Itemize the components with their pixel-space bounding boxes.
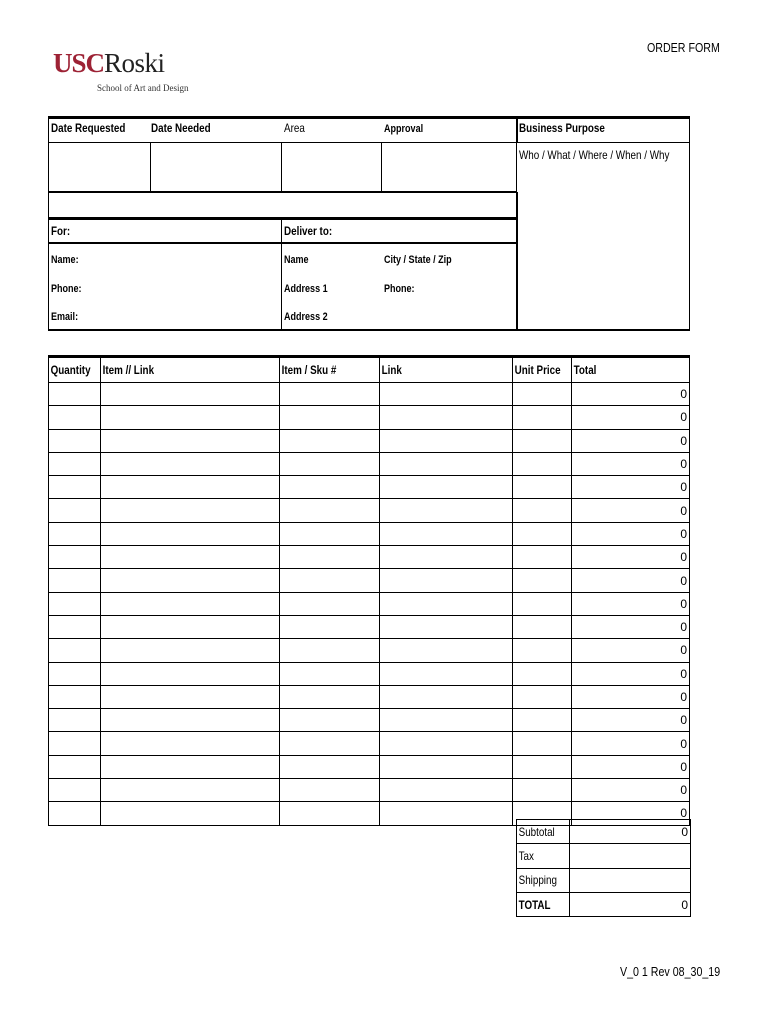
unit-price-cell[interactable] [513, 383, 572, 406]
row-total-cell: 0 [572, 802, 690, 825]
link-cell[interactable] [379, 499, 512, 522]
quantity-cell[interactable] [49, 406, 101, 429]
row-total-cell: 0 [572, 499, 690, 522]
unit-price-cell[interactable] [513, 755, 572, 778]
item-link-cell[interactable] [100, 732, 279, 755]
link-cell[interactable] [379, 569, 512, 592]
link-cell[interactable] [379, 406, 512, 429]
table-row [49, 732, 690, 755]
unit-price-cell[interactable] [513, 639, 572, 662]
item-sku-cell[interactable] [280, 779, 379, 802]
tax-label: Tax [518, 848, 534, 863]
date-needed-label: Date Needed [151, 121, 211, 135]
item-link-cell[interactable] [100, 569, 279, 592]
table-row [49, 755, 690, 778]
table-row [49, 429, 690, 452]
quantity-cell[interactable] [49, 452, 101, 475]
row-total-cell: 0 [572, 662, 690, 685]
item-link-cell[interactable] [100, 476, 279, 499]
table-row [49, 569, 690, 592]
unit-price-cell[interactable] [513, 546, 572, 569]
subtotal-row [517, 820, 691, 844]
shipping-value[interactable] [570, 868, 691, 892]
item-link-cell[interactable] [100, 685, 279, 708]
table-row [49, 522, 690, 545]
unit-price-cell[interactable] [513, 406, 572, 429]
for-name-label[interactable]: Name: [51, 254, 79, 266]
quantity-cell[interactable] [49, 639, 101, 662]
quantity-cell[interactable] [49, 476, 101, 499]
link-cell[interactable] [379, 755, 512, 778]
row-total-cell: 0 [572, 685, 690, 708]
quantity-cell[interactable] [49, 802, 101, 825]
table-row [49, 592, 690, 615]
deliver-address2-label[interactable]: Address 2 [284, 311, 328, 323]
link-cell[interactable] [379, 592, 512, 615]
total-row [517, 892, 691, 916]
total-value: 0 [570, 892, 691, 916]
quantity-cell[interactable] [49, 383, 101, 406]
link-cell[interactable] [379, 429, 512, 452]
link-cell[interactable] [379, 383, 512, 406]
item-sku-cell[interactable] [280, 639, 379, 662]
row-total-cell: 0 [572, 569, 690, 592]
item-sku-cell[interactable] [280, 685, 379, 708]
quantity-cell[interactable] [49, 522, 101, 545]
item-sku-cell[interactable] [280, 522, 379, 545]
row-total-cell: 0 [572, 452, 690, 475]
quantity-cell[interactable] [49, 569, 101, 592]
item-sku-cell[interactable] [280, 429, 379, 452]
link-cell[interactable] [379, 452, 512, 475]
for-email-label[interactable]: Email: [51, 311, 79, 323]
item-sku-cell[interactable] [280, 406, 379, 429]
unit-price-cell[interactable] [513, 732, 572, 755]
table-row [49, 452, 690, 475]
unit-price-cell[interactable] [513, 452, 572, 475]
link-cell[interactable] [379, 639, 512, 662]
quantity-cell[interactable] [49, 499, 101, 522]
quantity-cell[interactable] [49, 615, 101, 638]
approval-field[interactable] [381, 142, 517, 193]
col-total: Total [572, 357, 690, 383]
link-cell[interactable] [379, 802, 512, 825]
unit-price-cell[interactable] [513, 429, 572, 452]
item-link-cell[interactable] [100, 522, 279, 545]
usc-roski-logo [53, 48, 189, 93]
for-deliver-header [48, 217, 518, 244]
item-sku-cell[interactable] [280, 452, 379, 475]
item-sku-cell[interactable] [280, 476, 379, 499]
item-link-cell[interactable] [100, 383, 279, 406]
unit-price-cell[interactable] [513, 662, 572, 685]
table-row [49, 499, 690, 522]
item-link-cell[interactable] [100, 802, 279, 825]
item-sku-cell[interactable] [280, 569, 379, 592]
item-link-cell[interactable] [100, 779, 279, 802]
link-cell[interactable] [379, 709, 512, 732]
subtotal-label: Subtotal [518, 824, 555, 839]
table-row [49, 615, 690, 638]
row-total-cell: 0 [572, 755, 690, 778]
link-cell[interactable] [379, 779, 512, 802]
link-cell[interactable] [379, 685, 512, 708]
link-cell[interactable] [379, 732, 512, 755]
col-quantity: Quantity [49, 357, 101, 383]
row-total-cell: 0 [572, 732, 690, 755]
row-total-cell: 0 [572, 639, 690, 662]
deliver-phone-label[interactable]: Phone: [384, 283, 415, 295]
deliver-address1-label[interactable]: Address 1 [284, 283, 328, 295]
quantity-cell[interactable] [49, 779, 101, 802]
row-total-cell: 0 [572, 383, 690, 406]
table-row [49, 662, 690, 685]
link-cell[interactable] [379, 522, 512, 545]
row-total-cell: 0 [572, 429, 690, 452]
unit-price-cell[interactable] [513, 499, 572, 522]
quantity-cell[interactable] [49, 709, 101, 732]
item-sku-cell[interactable] [280, 615, 379, 638]
item-sku-cell[interactable] [280, 732, 379, 755]
item-sku-cell[interactable] [280, 383, 379, 406]
logo-roski: Roski [104, 48, 165, 78]
link-cell[interactable] [379, 615, 512, 638]
col-item-sku: Item / Sku # [280, 357, 379, 383]
link-cell[interactable] [379, 546, 512, 569]
shipping-row [517, 868, 691, 892]
quantity-cell[interactable] [49, 546, 101, 569]
items-table [48, 355, 690, 826]
col-item-link: Item // Link [100, 357, 279, 383]
row-total-cell: 0 [572, 615, 690, 638]
table-row [49, 406, 690, 429]
item-link-cell[interactable] [100, 546, 279, 569]
spacer-row [48, 192, 518, 218]
row-total-cell: 0 [572, 406, 690, 429]
item-link-cell[interactable] [100, 662, 279, 685]
item-link-cell[interactable] [100, 499, 279, 522]
item-link-cell[interactable] [100, 406, 279, 429]
item-link-cell[interactable] [100, 639, 279, 662]
link-cell[interactable] [379, 476, 512, 499]
date-requested-field[interactable] [48, 142, 151, 193]
business-purpose-label: Business Purpose [519, 121, 605, 135]
item-sku-cell[interactable] [280, 546, 379, 569]
version-label: V_0 1 Rev 08_30_19 [619, 964, 720, 979]
shipping-label: Shipping [518, 873, 557, 888]
quantity-cell[interactable] [49, 592, 101, 615]
quantity-cell[interactable] [49, 685, 101, 708]
tax-value[interactable] [570, 844, 691, 868]
subtotal-value: 0 [570, 820, 691, 844]
date-requested-label: Date Requested [51, 121, 126, 135]
date-needed-field[interactable] [150, 142, 282, 193]
row-total-cell: 0 [572, 546, 690, 569]
for-phone-label[interactable]: Phone: [51, 283, 82, 295]
row-total-cell: 0 [572, 709, 690, 732]
quantity-cell[interactable] [49, 662, 101, 685]
item-link-cell[interactable] [100, 429, 279, 452]
item-link-cell[interactable] [100, 452, 279, 475]
for-label: For: [51, 224, 71, 238]
unit-price-cell[interactable] [513, 522, 572, 545]
quantity-cell[interactable] [49, 732, 101, 755]
area-field[interactable] [281, 142, 382, 193]
quantity-cell[interactable] [49, 429, 101, 452]
link-cell[interactable] [379, 662, 512, 685]
item-link-cell[interactable] [100, 709, 279, 732]
area-label: Area [284, 121, 305, 135]
row-total-cell: 0 [572, 476, 690, 499]
item-link-cell[interactable] [100, 755, 279, 778]
row-total-cell: 0 [572, 779, 690, 802]
item-link-cell[interactable] [100, 592, 279, 615]
col-unit-price: Unit Price [513, 357, 572, 383]
total-label: TOTAL [518, 897, 551, 912]
item-sku-cell[interactable] [280, 499, 379, 522]
table-row [49, 779, 690, 802]
form-title: ORDER FORM [647, 40, 720, 55]
item-link-cell[interactable] [100, 615, 279, 638]
col-link: Link [379, 357, 512, 383]
unit-price-cell[interactable] [513, 709, 572, 732]
item-sku-cell[interactable] [280, 592, 379, 615]
unit-price-cell[interactable] [513, 476, 572, 499]
deliver-city-state-zip-label[interactable]: City / State / Zip [384, 254, 452, 266]
unit-price-cell[interactable] [513, 615, 572, 638]
table-row [49, 639, 690, 662]
item-sku-cell[interactable] [280, 802, 379, 825]
deliver-name-label[interactable]: Name [284, 254, 309, 266]
business-purpose-hint: Who / What / Where / When / Why [519, 148, 670, 162]
unit-price-cell[interactable] [513, 569, 572, 592]
item-sku-cell[interactable] [280, 662, 379, 685]
row-total-cell: 0 [572, 592, 690, 615]
summary-table [516, 819, 691, 917]
item-sku-cell[interactable] [280, 709, 379, 732]
quantity-cell[interactable] [49, 755, 101, 778]
logo-usc: USC [53, 48, 105, 78]
unit-price-cell[interactable] [513, 779, 572, 802]
deliver-to-label: Deliver to: [284, 224, 333, 238]
table-row [49, 546, 690, 569]
table-row [49, 685, 690, 708]
table-row [49, 476, 690, 499]
item-sku-cell[interactable] [280, 755, 379, 778]
unit-price-cell[interactable] [513, 592, 572, 615]
table-row [49, 709, 690, 732]
approval-label: Approval [384, 123, 424, 135]
tax-row [517, 844, 691, 868]
items-header-row [49, 357, 690, 383]
unit-price-cell[interactable] [513, 685, 572, 708]
row-total-cell: 0 [572, 522, 690, 545]
logo-school-name: School of Art and Design [97, 83, 189, 93]
table-row [49, 383, 690, 406]
